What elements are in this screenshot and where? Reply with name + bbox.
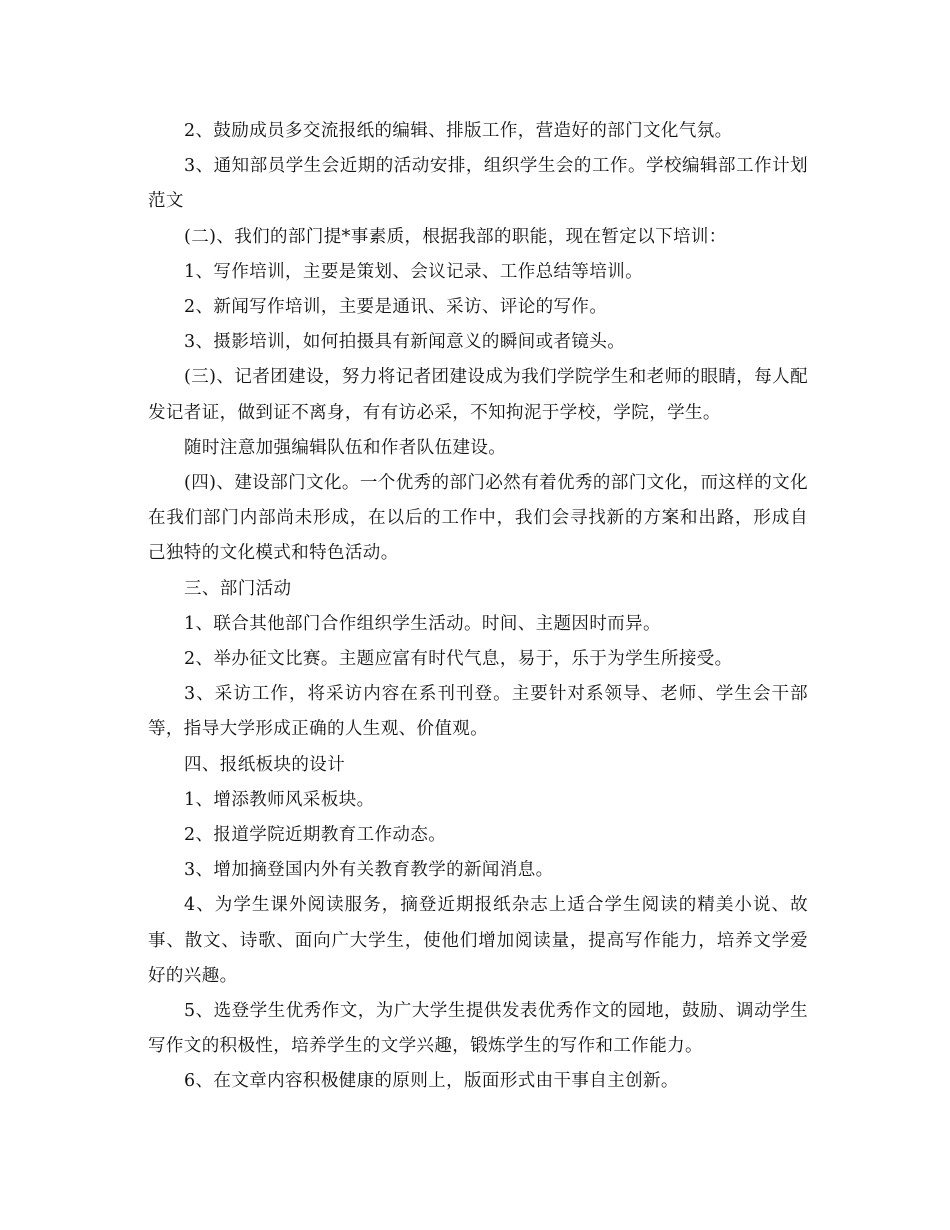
paragraph: 3、采访工作，将采访内容在系刊刊登。主要针对系领导、老师、学生会干部等，指导大学形成正确的人生观、价值观。 <box>148 684 808 740</box>
paragraph: 3、增加摘登国内外有关教育教学的新闻消息。 <box>184 860 554 881</box>
paragraph: 3、摄影培训，如何拍摄具有新闻意义的瞬间或者镜头。 <box>184 332 626 353</box>
paragraph: 1、联合其他部门合作组织学生活动。时间、主题因时而异。 <box>184 613 661 634</box>
paragraph: 1、增添教师风采板块。 <box>184 789 375 810</box>
paragraph: 2、报道学院近期教育工作动态。 <box>184 825 447 846</box>
document-body <box>148 114 808 1100</box>
paragraph: 6、在文章内容积极健康的原则上，版面形式由干事自主创新。 <box>184 1071 679 1092</box>
paragraph: (四)、建设部门文化。一个优秀的部门必然有着优秀的部门文化，而这样的文化在我们部门内部尚未形成，在以后的工作中，我们会寻找新的方案和出路，形成自己独特的文化模式和特色活动。 <box>148 473 808 564</box>
paragraph: 2、新闻写作培训，主要是通讯、采访、评论的写作。 <box>184 297 608 318</box>
paragraph: (二)、我们的部门提*事素质，根据我部的职能，现在暂定以下培训： <box>184 226 727 247</box>
paragraph: 随时注意加强编辑队伍和作者队伍建设。 <box>184 437 507 458</box>
paragraph: 1、写作培训，主要是策划、会议记录、工作总结等培训。 <box>184 261 644 282</box>
section-heading: 三、部门活动 <box>184 578 292 599</box>
paragraph: (三)、记者团建设，努力将记者团建设成为我们学院学生和老师的眼睛，每人配发记者证，做到证不离身，有有访必采，不知拘泥于学校，学院，学生。 <box>148 367 808 423</box>
paragraph: 5、选登学生优秀作文，为广大学生提供发表优秀作文的园地，鼓励、调动学生写作文的积极性，培养学生的文学兴趣，锻炼学生的写作和工作能力。 <box>148 1001 808 1057</box>
paragraph: 2、鼓励成员多交流报纸的编辑、排版工作，营造好的部门文化气氛。 <box>184 121 733 141</box>
section-heading: 四、报纸板块的设计 <box>184 754 346 775</box>
paragraph: 3、通知部员学生会近期的活动安排，组织学生会的工作。学校编辑部工作计划范文 <box>148 156 808 212</box>
paragraph: 4、为学生课外阅读服务，摘登近期报纸杂志上适合学生阅读的精美小说、故事、散文、诗歌、面向广大学生，使他们增加阅读量，提高写作能力，培养文学爱好的兴趣。 <box>148 895 808 986</box>
paragraph: 2、举办征文比赛。主题应富有时代气息，易于，乐于为学生所接受。 <box>184 649 733 670</box>
